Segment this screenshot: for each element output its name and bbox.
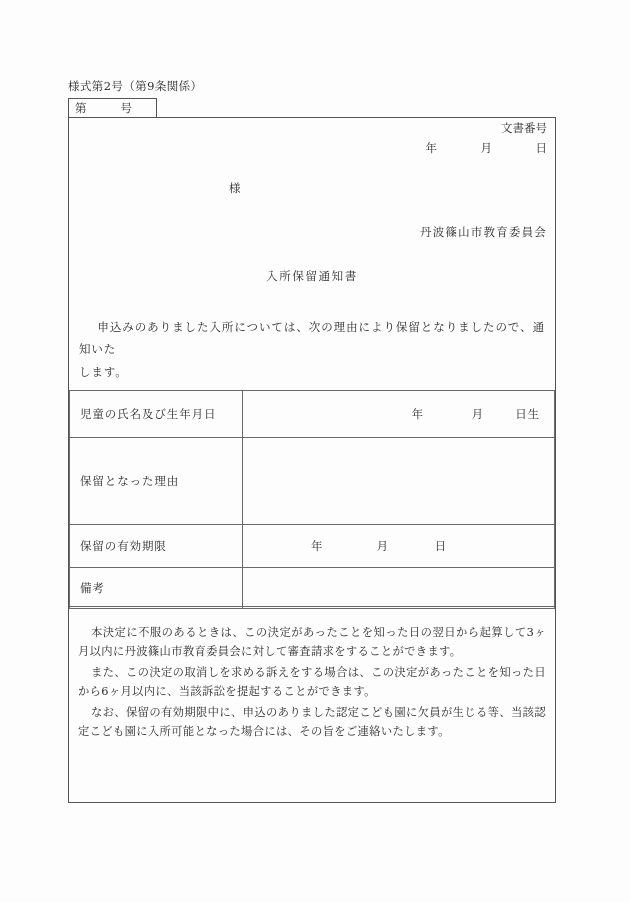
issue-date-day: 日 (535, 141, 547, 155)
validity-month: 月 (376, 539, 389, 553)
table-row (70, 525, 555, 568)
document-frame (68, 117, 556, 803)
document-number-label: 文書番号 (501, 121, 547, 135)
birthdate-day: 日生 (515, 407, 540, 421)
letter-header-section (69, 118, 555, 390)
birthdate-month: 月 (471, 407, 484, 421)
row-label-remarks: 備考 (70, 568, 243, 609)
table-row (70, 438, 555, 525)
issuing-authority: 丹波篠山市教育委員会 (420, 225, 547, 239)
intro-line-2: します。 (79, 364, 128, 379)
document-number-box (68, 98, 157, 118)
row-label-validity-period: 保留の有効期限 (70, 525, 243, 568)
birthdate-line (366, 406, 540, 422)
legal-notice-section (69, 606, 555, 802)
legal-paragraph-lawsuit: また、この決定の取消しを求める訴えをする場合は、この決定があったことを知った日から6ヶ月以内に、当該訴訟を提起することができます。 (78, 665, 546, 699)
row-value-remarks[interactable] (243, 568, 555, 609)
validity-day: 日 (434, 539, 447, 553)
validity-year: 年 (311, 539, 324, 553)
row-label-deferral-reason: 保留となった理由 (70, 438, 243, 525)
intro-line-1: 申込みのありました入所については、次の理由により保留となりましたので、通知いた (79, 320, 545, 357)
table-row (70, 391, 555, 438)
form-number-caption: 様式第2号（第9条関係） (68, 79, 203, 93)
document-number-prefix: 第 (75, 101, 87, 115)
validity-date-line (311, 538, 447, 554)
row-value-validity-period[interactable] (243, 525, 555, 568)
legal-paragraph-appeal: 本決定に不服のあるときは、この決定があったことを知った日の翌日から起算して3ヶ月以内に丹波篠山市教育委員会に対して審査請求をすることができます。 (78, 626, 546, 659)
page-title: 入所保留通知書 (266, 269, 358, 283)
issue-date-line (387, 140, 547, 156)
details-table (69, 390, 555, 609)
row-value-deferral-reason[interactable] (243, 438, 555, 525)
document-number-suffix: 号 (120, 101, 132, 115)
intro-paragraph (79, 316, 545, 383)
issue-date-month: 月 (480, 141, 492, 155)
row-label-child-name-birthdate: 児童の氏名及び生年月日 (70, 391, 243, 438)
birthdate-year: 年 (411, 407, 424, 421)
issue-date-year: 年 (425, 141, 437, 155)
addressee-honorific: 様 (229, 181, 241, 195)
table-row (70, 568, 555, 609)
row-value-child-name-birthdate[interactable] (243, 391, 555, 438)
legal-paragraph-vacancy: なお、保留の有効期限中に、申込のありました認定こども園に欠員が生じる等、当該認定こども園に入所可能となった場合には、その旨をご連絡いたします。 (78, 705, 546, 739)
